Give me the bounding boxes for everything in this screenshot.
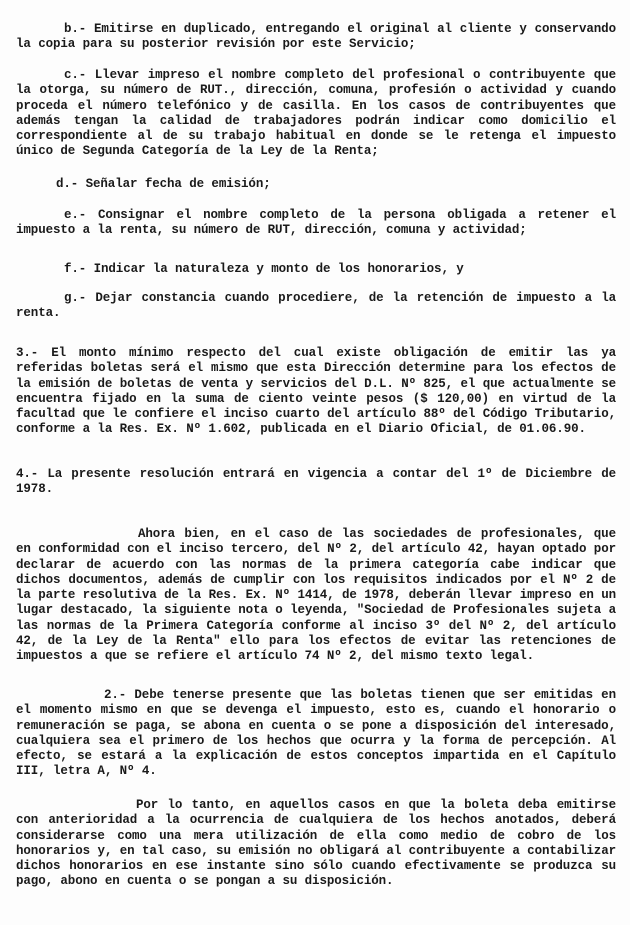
paragraph-b: b.- Emitirse en duplicado, entregando el original al cliente y conservando la copia para su posterior revisión por este Servicio; [16,22,616,52]
paragraph-ahora-bien: Ahora bien, en el caso de las sociedades de profesionales, que en conformidad con el inciso tercero, del Nº 2, del artículo 42, hayan optado por declarar de acuerdo con las normas de la primera categoría cabe indicar que dichos documentos, además de cumplir con los requisitos indicados por el Nº 2 de la parte resolutiva de la Res. Ex. Nº 1414, de 1978, deberán llevar impreso en un lugar destacado, la siguiente nota o leyenda, "Sociedad de Profesionales sujeta a las normas de la Primera Categoría conforme al inciso 3º del Nº 2, del artículo 42, de la Ley de la Renta" ello para los efectos de evitar las retenciones de impuestos a que se refiere el artículo 74 Nº 2, del mismo texto legal. [16,527,616,664]
paragraph-por-lo-tanto: Por lo tanto, en aquellos casos en que la boleta deba emitirse con anterioridad a la ocurrencia de cualquiera de los hechos anotados, deberá considerarse como una mera utilización de ella como medio de cobro de los honorarios y, en tal caso, su emisión no obligará al contribuyente a contabilizar dichos honorarios en ese instante sino sólo cuando efectivamente se produzca su pago, abono en cuenta o se pongan a su disposición. [16,798,616,889]
paragraph-f: f.- Indicar la naturaleza y monto de los honorarios, y [64,262,464,276]
paragraph-2: 2.- Debe tenerse presente que las boletas tienen que ser emitidas en el momento mismo en que se devenga el impuesto, esto es, cuando el honorario o remuneración se paga, se abona en cuenta o se pone a disposición del interesado, cualquiera sea el primero de los hechos que ocurra y la forma de percepción. Al efecto, se estará a la explicación de estos conceptos impartida en el Capítulo III, letra A, Nº 4. [16,688,616,779]
paragraph-3: 3.- El monto mínimo respecto del cual existe obligación de emitir las ya referidas boletas será el mismo que esta Dirección determine para los efectos de la emisión de boletas de venta y servicios del D.L. Nº 825, el que actualmente se encuentra fijado en la suma de ciento veinte pesos ($ 120,00) en virtud de la facultad que le confiere el inciso cuarto del artículo 88º del Código Tributario, conforme a la Res. Ex. Nº 1.602, publicada en el Diario Oficial, de 01.06.90. [16,346,616,437]
paragraph-d: d.- Señalar fecha de emisión; [56,177,271,191]
paragraph-e: e.- Consignar el nombre completo de la persona obligada a retener el impuesto a la renta, su número de RUT, dirección, comuna y actividad; [16,208,616,238]
paragraph-g: g.- Dejar constancia cuando procediere, de la retención de impuesto a la renta. [16,291,616,321]
paragraph-4: 4.- La presente resolución entrará en vigencia a contar del 1º de Diciembre de 1978. [16,467,616,497]
paragraph-c: c.- Llevar impreso el nombre completo del profesional o contribuyente que la otorga, su número de RUT., dirección, comuna, profesión o actividad y cuando proceda el número telefónico y de casilla. En los casos de contribuyentes que además tengan la calidad de trabajadores podrán indicar como domicilio el correspondiente al de su trabajo habitual en donde se le retenga el impuesto único de Segunda Categoría de la Ley de la Renta; [16,68,616,159]
